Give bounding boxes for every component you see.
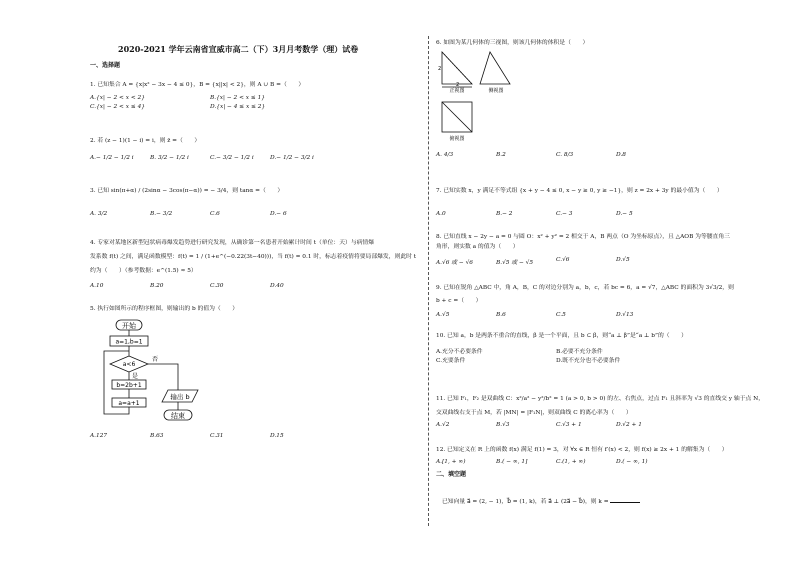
- question-13: [442, 496, 640, 507]
- question-5: 5. 执行如图所示的程序框图，则输出的 b 的值为（ ）: [90, 306, 239, 312]
- three-view-figure: [438, 50, 528, 144]
- flowchart: [98, 318, 218, 432]
- q9-option-d: D.√13: [616, 312, 634, 318]
- q5-option-d: D.15: [270, 433, 284, 439]
- flowchart-end-label: 结束: [171, 412, 185, 420]
- section-fill: 二、填空题: [436, 471, 467, 478]
- q3-option-c: C.6: [210, 211, 220, 217]
- q10-option-d: D.既不充分也不必要条件: [556, 358, 621, 364]
- q9-option-c: C.5: [556, 312, 566, 318]
- q4-option-b: B.20: [150, 283, 164, 289]
- q2-option-d: D.− 1/2 − 3/2 i: [270, 155, 314, 161]
- q9-option-b: B.6: [496, 312, 506, 318]
- question-13-text: 已知向量 a⃗ = (2, − 1)，b⃗ = (1, k)，若 a⃗ ⊥ (2a⃗ − b⃗)，则 k =: [442, 499, 609, 505]
- q4-option-c: C.30: [210, 283, 224, 289]
- q12-option-a: A.[1, + ∞): [436, 459, 466, 465]
- section-choice: 一、选择题: [90, 62, 121, 69]
- q5-option-a: A.127: [90, 433, 108, 439]
- q5-option-c: C.31: [210, 433, 224, 439]
- q1-option-b: B.{x| − 2 < x ≤ 1}: [210, 95, 265, 101]
- q12-option-b: B.( − ∞, 1]: [496, 459, 528, 465]
- side-view-shape: [480, 52, 510, 84]
- question-4-line3: 约为（ ）（参考数据：e^(1.5) ≈ 5）: [90, 268, 197, 274]
- question-11-line1: 11. 已知 F₁，F₂ 是双曲线 C：x²/a² − y²/b² = 1 (a > 0, b > 0) 的左、右焦点，过点 F₁ 且斜率为 √3 的直线交 y 轴于点 N，: [436, 396, 765, 402]
- flowchart-no-label: 否: [152, 356, 159, 363]
- q1-option-a: A.{x| − 2 < x < 2}: [90, 95, 145, 101]
- question-9-line2: b + c =（ ）: [436, 298, 482, 304]
- question-3: 3. 已知 sin(π+α) / (2sinα − 3cos(π−α)) = − 3/4，则 tanα =（ ）: [90, 188, 284, 194]
- q4-option-d: D.40: [270, 283, 284, 289]
- dimension-width-label: 2: [456, 82, 460, 88]
- side-view-label: 侧视图: [488, 88, 504, 94]
- question-11-line2: 交双曲线右支于点 M，若 |MN| = |F₁N|，则双曲线 C 的离心率为（ ）: [436, 410, 632, 416]
- dimension-height-label: 2: [438, 66, 442, 72]
- top-view-label: 俯视图: [449, 136, 465, 142]
- q8-option-c: C.√6: [556, 257, 570, 263]
- question-7: 7. 已知实数 x，y 满足不等式组 {x + y − 4 ≤ 0, x − y ≥ 0, y ≥ −1}，则 z = 2x + 3y 的最小值为（ ）: [436, 188, 723, 194]
- q3-option-b: B.− 3/2: [150, 211, 173, 217]
- q3-option-a: A. 3/2: [90, 211, 108, 217]
- q6-option-b: B.2: [496, 152, 506, 158]
- q1-option-c: C.{x| − 2 < x ≤ 4}: [90, 104, 145, 110]
- q2-option-b: B. 3/2 − 1/2 i: [150, 155, 189, 161]
- q6-option-d: D.8: [616, 152, 626, 158]
- front-view-label: 正视图: [449, 88, 465, 94]
- flowchart-step1-label: b=2b+1: [116, 382, 142, 389]
- q8-option-d: D.√5: [616, 257, 630, 263]
- question-12: 12. 已知定义在 R 上的函数 f(x) 满足 f(1) = 3，对 ∀x ∈ R 恒有 f′(x) < 2，则 f(x) ≥ 2x + 1 的解集为（ ）: [436, 447, 728, 453]
- flowchart-output-label: 输出 b: [170, 393, 190, 401]
- q4-option-a: A.10: [90, 283, 104, 289]
- question-8-line2: 角形，则实数 a 的值为（ ）: [436, 244, 519, 250]
- q6-option-a: A. 4/3: [436, 152, 454, 158]
- q7-option-c: C.− 3: [556, 211, 573, 217]
- q12-option-d: D.( − ∞, 1): [616, 459, 648, 465]
- q11-option-a: A.√2: [436, 422, 450, 428]
- q11-option-b: B.√3: [496, 422, 510, 428]
- q11-option-c: C.√3 + 1: [556, 422, 582, 428]
- q3-option-d: D.− 6: [270, 211, 287, 217]
- column-divider: [428, 36, 429, 526]
- question-10: 10. 已知 a，b 是两条不重合的直线，β 是一个平面，且 b ⊂ β，则“a ⊥ β”是“a ⊥ b”的（ ）: [436, 333, 687, 339]
- flowchart-start-label: 开始: [122, 322, 136, 330]
- q10-option-b: B.必要不充分条件: [556, 349, 603, 355]
- q7-option-b: B.− 2: [496, 211, 513, 217]
- q2-option-c: C.− 3/2 − 1/2 i: [210, 155, 254, 161]
- question-1: 1. 已知集合 A = {x|x² − 3x − 4 ≤ 0}，B = {x||x| < 2}，则 A ∪ B =（ ）: [90, 82, 305, 88]
- q7-option-d: D.− 5: [616, 211, 633, 217]
- flowchart-yes-label: 是: [132, 373, 139, 380]
- question-8-line1: 8. 已知直线 x − 2y − a = 0 与圆 O：x² + y² = 2 相交于 A，B 两点（O 为坐标原点），且 △AOB 为等腰直角三: [436, 234, 730, 240]
- question-4-line1: 4. 专家对某地区新型冠状病毒爆发趋势进行研究发现，从确诊第一名患者开始累计时间 t（单位：天）与病情爆: [90, 240, 375, 246]
- q5-option-b: B.63: [150, 433, 164, 439]
- q7-option-a: A.0: [436, 211, 446, 217]
- q1-option-d: D.{x| − 4 ≤ x ≤ 2}: [210, 104, 266, 110]
- flowchart-step2-label: a=a+1: [118, 400, 140, 407]
- q10-option-a: A.充分不必要条件: [436, 349, 483, 355]
- flowchart-init-label: a=1,b=1: [115, 338, 143, 346]
- q8-option-b: B.√5 或 − √5: [496, 260, 534, 266]
- flowchart-condition-label: a<6: [122, 361, 136, 368]
- question-2: 2. 若 (z − 1)(1 − i) = i，则 z̄ =（ ）: [90, 138, 201, 144]
- q10-option-c: C.充要条件: [436, 358, 466, 364]
- q2-option-a: A.− 1/2 − 1/2 i: [90, 155, 134, 161]
- q9-option-a: A.√5: [436, 312, 450, 318]
- page-title: 2020-2021 学年云南省宣威市高二（下）3月月考数学（理）试卷: [118, 44, 359, 54]
- question-6: 6. 如图为某几何体的三视图，则该几何体的体积是（ ）: [436, 40, 589, 46]
- answer-blank[interactable]: [610, 496, 640, 503]
- q6-option-c: C. 8/3: [556, 152, 574, 158]
- question-4-line2: 发系数 f(t) 之间，满足函数模型：f(t) = 1 / (1+e^(−0.22(3t−40)))，当 f(t) = 0.1 时，标志着疫情将要局部爆发，则此时 t: [90, 254, 417, 260]
- question-9-line1: 9. 已知在锐角 △ABC 中，角 A，B，C 的对边分别为 a，b，c，若 bc = 6，a = √7，△ABC 的面积为 3√3/2，则: [436, 285, 734, 291]
- q8-option-a: A.√6 或 − √6: [436, 260, 473, 266]
- q12-option-c: C.(1, + ∞): [556, 459, 586, 465]
- q11-option-d: D.√2 + 1: [616, 422, 642, 428]
